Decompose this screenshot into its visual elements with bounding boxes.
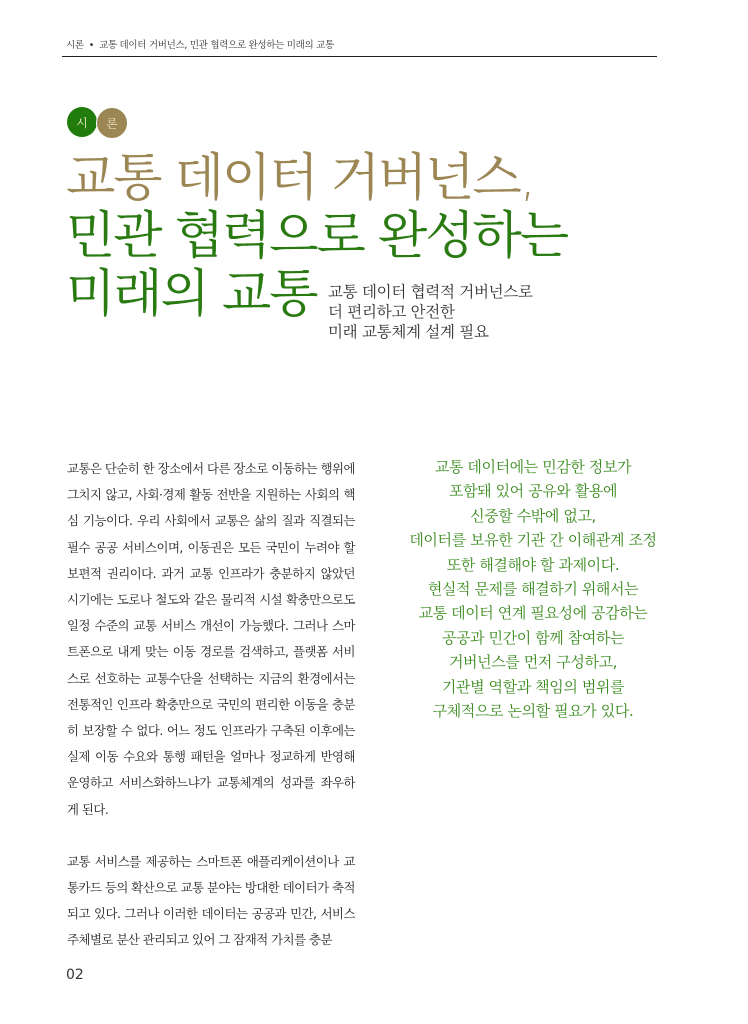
header-title: 교통 데이터 거버넌스, 민관 협력으로 완성하는 미래의 교통	[99, 40, 334, 51]
title-line2: 민관 협력으로 완성하는	[66, 207, 568, 266]
quote-line: 현실적 문제를 해결하기 위해서는	[427, 580, 639, 599]
quote-line: 또한 해결해야 할 과제이다.	[446, 555, 620, 574]
quote-line: 데이터를 보유한 기관 간 이해관계 조정	[409, 531, 657, 550]
section-badge-char2: 론	[96, 107, 128, 139]
quote-line: 구체적으로 논의할 필요가 있다.	[432, 702, 634, 721]
body-paragraph: 교통 서비스를 제공하는 스마트폰 애플리케이션이나 교통카드 등의 확산으로 교통 분야는 방대한 데이터가 축적되고 있다. 그러나 이러한 데이터는 공공과 민간, 서비스 주체별로 분산 관리되고 있어 그 잠재적 가치를 충분	[67, 853, 355, 948]
quote-line: 거버넌스를 먼저 구성하고,	[448, 653, 618, 672]
quote-line: 포함돼 있어 공유와 활용에	[448, 482, 618, 501]
quote-line: 기관별 역할과 책임의 범위를	[441, 677, 625, 696]
running-header	[66, 37, 334, 51]
header-rule	[62, 56, 657, 57]
header-separator: •	[88, 40, 95, 51]
body-paragraph: 교통은 단순히 한 장소에서 다른 장소로 이동하는 행위에 그치지 않고, 사회·경제 활동 전반을 지원하는 사회의 핵심 기능이다. 우리 사회에서 교통은 삶의 질과 직결되는 필수 공공 서비스이며, 이동권은 모든 국민이 누려야 할 보편적 권리이다. 과거 교통 인프라가 충분하지 않았던 시기에는 도로나 철도와 같은 물리적 시설 확충만으로도 일정 수준의 교통 서비스 개선이 가능했다. 그러나 스마트폰으로 내게 맞는 이동 경로를 검색하고, 플랫폼 서비스로 선호하는 교통수단을 선택하는 지금의 환경에서는 전통적인 인프라 확충만으로 국민의 편리한 이동을 충분히 보장할 수 없다. 어느 정도 인프라가 구축된 이후에는 실제 이동 수요와 통행 패턴을 얼마나 정교하게 반영해 운영하고 서비스화하느냐가 교통체계의 성과를 좌우하게 된다.	[67, 461, 355, 817]
body-text	[67, 456, 355, 980]
page-number: 02	[66, 967, 84, 983]
title-line3: 미래의 교통	[66, 265, 317, 324]
subtitle-line1: 교통 데이터 협력적 거버넌스로	[328, 283, 533, 301]
subtitle-line3: 미래 교통체계 설계 필요	[328, 323, 489, 341]
pull-quote	[392, 455, 674, 723]
subtitle	[328, 282, 533, 342]
quote-line: 교통 데이터 연계 필요성에 공감하는	[418, 604, 648, 623]
title-line1: 교통 데이터 거버넌스,	[66, 149, 535, 208]
quote-line: 신중할 수밖에 없고,	[470, 506, 596, 525]
quote-line: 교통 데이터에는 민감한 정보가	[434, 458, 632, 476]
quote-line: 공공과 민간이 함께 참여하는	[441, 628, 625, 647]
section-badge-char1: 시	[67, 107, 97, 137]
subtitle-line2: 더 편리하고 안전한	[328, 303, 455, 321]
header-section: 시론	[66, 40, 84, 51]
